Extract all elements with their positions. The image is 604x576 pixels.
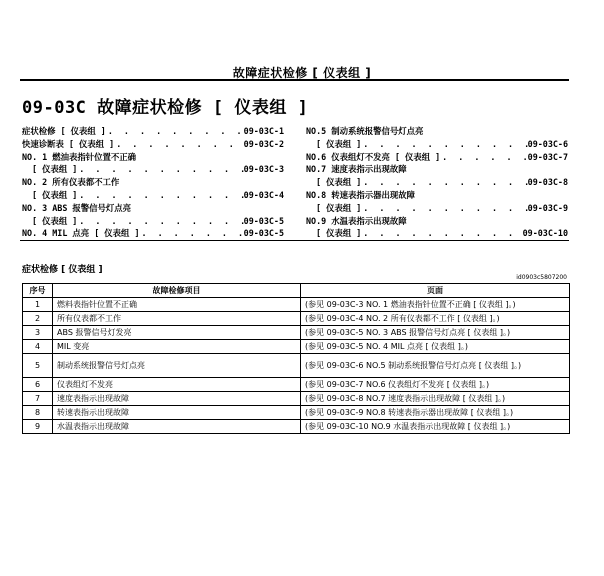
cell-page[interactable]: (参见 09-03C-9 NO.8 转速表指示器出现故障 [ 仪表组 ]。) [301,406,570,420]
toc-entry-label: [ 仪表组 ] [316,228,362,239]
toc-entry[interactable] [306,227,568,240]
toc-entry[interactable] [22,227,284,240]
toc-leader-dots [361,227,522,240]
toc-entry[interactable] [306,138,568,151]
cell-no: 6 [23,378,53,392]
table-row [23,312,570,326]
cell-item: MIL 变亮 [53,340,301,354]
toc-heading: NO. 3 ABS 报警信号灯点亮 [22,202,132,213]
toc-leader-dots [77,215,243,228]
toc-entry-page: 09-03C-5 [243,228,284,239]
toc-heading: NO.9 水温表指示出现故障 [306,215,407,226]
fault-table [22,283,570,434]
cell-page[interactable]: (参见 09-03C-10 NO.9 水温表指示出现故障 [ 仪表组 ]。) [301,420,570,434]
cell-item: 转速表指示出现故障 [53,406,301,420]
toc-entry[interactable] [22,189,284,202]
cell-no: 4 [23,340,53,354]
toc-entry-page: 09-03C-10 [522,228,568,239]
toc-leader-dots [106,125,244,138]
toc-leader-dots [140,227,244,240]
header-rule [20,79,569,81]
toc-entry-page: 09-03C-3 [243,164,284,175]
toc-entry-page: 09-03C-2 [243,138,284,149]
table-row [23,354,570,378]
toc-heading: NO.7 速度表指示出现故障 [306,164,407,175]
toc-entry-label: 快速诊断表 [ 仪表组 ] [22,138,115,149]
cell-no: 1 [23,298,53,312]
cell-no: 7 [23,392,53,406]
toc-entry-page: 09-03C-8 [527,177,568,188]
cell-page[interactable]: (参见 09-03C-5 NO. 3 ABS 报警信号灯点亮 [ 仪表组 ]。) [301,326,570,340]
table-row [23,392,570,406]
toc-heading: NO. 1 燃油表指针位置不正确 [22,151,137,162]
cell-page[interactable]: (参见 09-03C-6 NO.5 制动系统报警信号灯点亮 [ 仪表组 ]。) [301,354,570,378]
table-section-heading: 症状检修 [ 仪表组 ] [22,265,103,275]
cell-no: 3 [23,326,53,340]
table-row [23,420,570,434]
toc-entry-label: [ 仪表组 ] [316,138,362,149]
column-header-no: 序号 [23,284,53,298]
toc-entry-page: 09-03C-9 [527,202,568,213]
cell-no: 5 [23,354,53,378]
toc-leader-dots [77,189,243,202]
toc-entry-label: NO.6 仪表组灯不发亮 [ 仪表组 ] [306,151,441,162]
figure-id: id0903c5807200 [516,274,567,281]
cell-item: 仪表组灯不发亮 [53,378,301,392]
toc-entry-page: 09-03C-6 [527,138,568,149]
cell-page[interactable]: (参见 09-03C-7 NO.6 仪表组灯不发亮 [ 仪表组 ]。) [301,378,570,392]
toc-entry[interactable] [306,202,568,215]
toc-entry-page: 09-03C-1 [243,126,284,136]
toc-entry-label: [ 仪表组 ] [316,177,362,188]
toc-entry-label: [ 仪表组 ] [32,164,78,175]
cell-item: 燃料表指针位置不正确 [53,298,301,312]
toc-entry[interactable] [22,163,284,176]
cell-item: 速度表指示出现故障 [53,392,301,406]
cell-item: 制动系统报警信号灯点亮 [53,354,301,378]
table-row [23,298,570,312]
toc-leader-dots [361,176,527,189]
table-row [23,378,570,392]
toc-leader-dots [114,138,243,151]
section-divider [20,240,569,241]
toc-entry[interactable] [22,125,284,138]
toc-entry[interactable] [22,138,284,151]
toc-entry[interactable] [306,176,568,189]
table-header-row [23,284,570,298]
cell-item: 水温表指示出现故障 [53,420,301,434]
toc-leader-dots [361,138,527,151]
toc-leader-dots [361,202,527,215]
toc-entry-label: [ 仪表组 ] [316,202,362,213]
cell-page[interactable]: (参见 09-03C-3 NO. 1 燃油表指针位置不正确 [ 仪表组 ]。) [301,298,570,312]
cell-no: 9 [23,420,53,434]
column-header-item: 故障检修项目 [53,284,301,298]
cell-no: 2 [23,312,53,326]
toc-entry-page: 09-03C-5 [243,215,284,226]
section-title: 09-03C 故障症状检修 [ 仪表组 ] [22,98,309,118]
toc-entry-label: [ 仪表组 ] [32,189,78,200]
toc-heading: NO. 2 所有仪表都不工作 [22,177,120,188]
toc-entry-page: 09-03C-4 [243,189,284,200]
toc-entry[interactable] [306,151,568,164]
cell-page[interactable]: (参见 09-03C-5 NO. 4 MIL 点亮 [ 仪表组 ]。) [301,340,570,354]
cell-item: ABS 报警信号灯发亮 [53,326,301,340]
toc-heading: NO.8 转速表指示器出现故障 [306,189,415,200]
toc-heading: NO.5 制动系统报警信号灯点亮 [306,126,424,136]
toc-right-column [306,125,568,240]
table-row [23,326,570,340]
cell-page[interactable]: (参见 09-03C-8 NO.7 速度表指示出现故障 [ 仪表组 ]。) [301,392,570,406]
toc-leader-dots [77,163,243,176]
cell-page[interactable]: (参见 09-03C-4 NO. 2 所有仪表都不工作 [ 仪表组 ]。) [301,312,570,326]
toc-left-column [22,125,284,240]
cell-item: 所有仪表都不工作 [53,312,301,326]
toc-entry-page: 09-03C-7 [527,151,568,162]
toc-entry-label: NO. 4 MIL 点亮 [ 仪表组 ] [22,228,140,239]
toc-entry-label: 症状检修 [ 仪表组 ] [22,126,106,136]
cell-no: 8 [23,406,53,420]
toc-entry[interactable] [22,215,284,228]
table-row [23,406,570,420]
table-row [23,340,570,354]
running-header: 故障症状检修 [ 仪表组 ] [232,66,372,80]
column-header-page: 页面 [301,284,570,298]
toc-entry-label: [ 仪表组 ] [32,215,78,226]
toc-leader-dots [440,151,527,164]
